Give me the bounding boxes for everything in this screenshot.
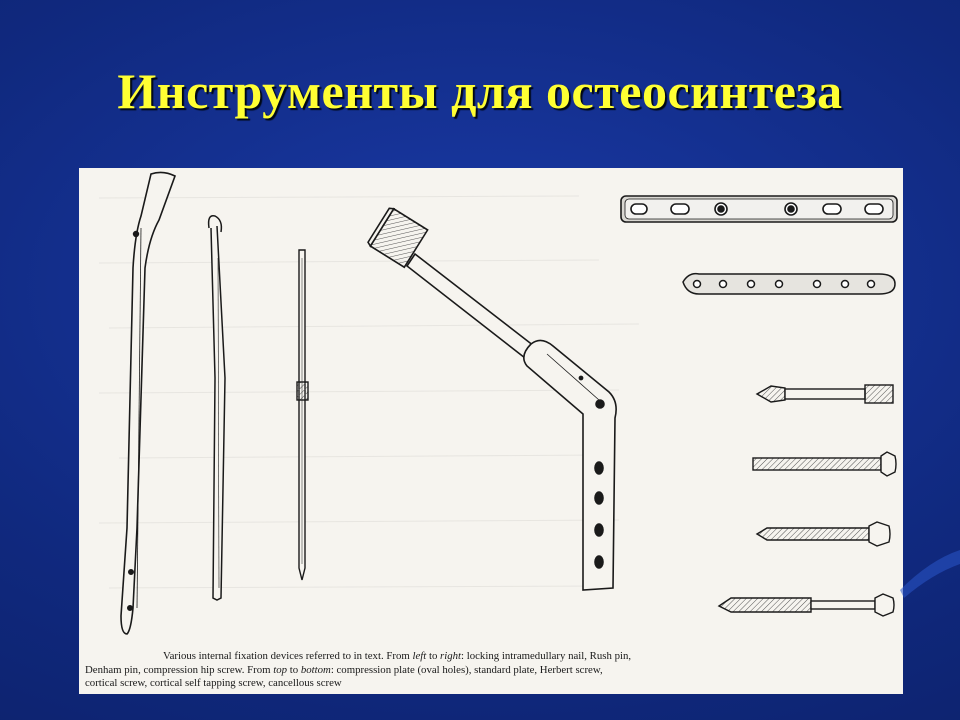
caption-emphasis: bottom [300,663,331,676]
rush-pin [209,216,225,600]
caption-text: to [426,650,441,662]
caption-emphasis: left [412,650,427,662]
compression-hip-screw [367,207,616,590]
cortical-screw [753,452,896,476]
intramedullary-nail [121,172,175,634]
caption-text: : compression plate (oval holes), standard plate, Herbert screw, [330,663,603,676]
fixation-devices-illustration [79,168,903,694]
caption-line-2 [85,664,899,678]
slide-title: Инструменты для остеосинтеза [117,63,843,119]
caption-text: Various internal fixation devices referred to in text. From [163,650,413,662]
decorative-swoosh [900,530,960,610]
caption-line-1 [85,650,899,664]
figure-panel [79,168,903,694]
caption-text: Denham pin, compression hip screw. From [85,663,274,676]
compression-plate [621,196,897,222]
caption-line-3: cortical screw, cortical self tapping screw, cancellous screw [85,677,342,689]
caption-text: to [287,663,301,676]
standard-plate [683,274,895,294]
caption-text: : locking intramedullary nail, Rush pin, [461,650,632,662]
figure-caption [85,650,899,691]
cortical-self-tapping-screw [757,522,890,546]
cancellous-screw [719,594,894,616]
caption-emphasis: right [440,650,462,662]
caption-emphasis: top [273,663,288,676]
herbert-screw [757,385,893,403]
denham-pin [297,250,308,580]
